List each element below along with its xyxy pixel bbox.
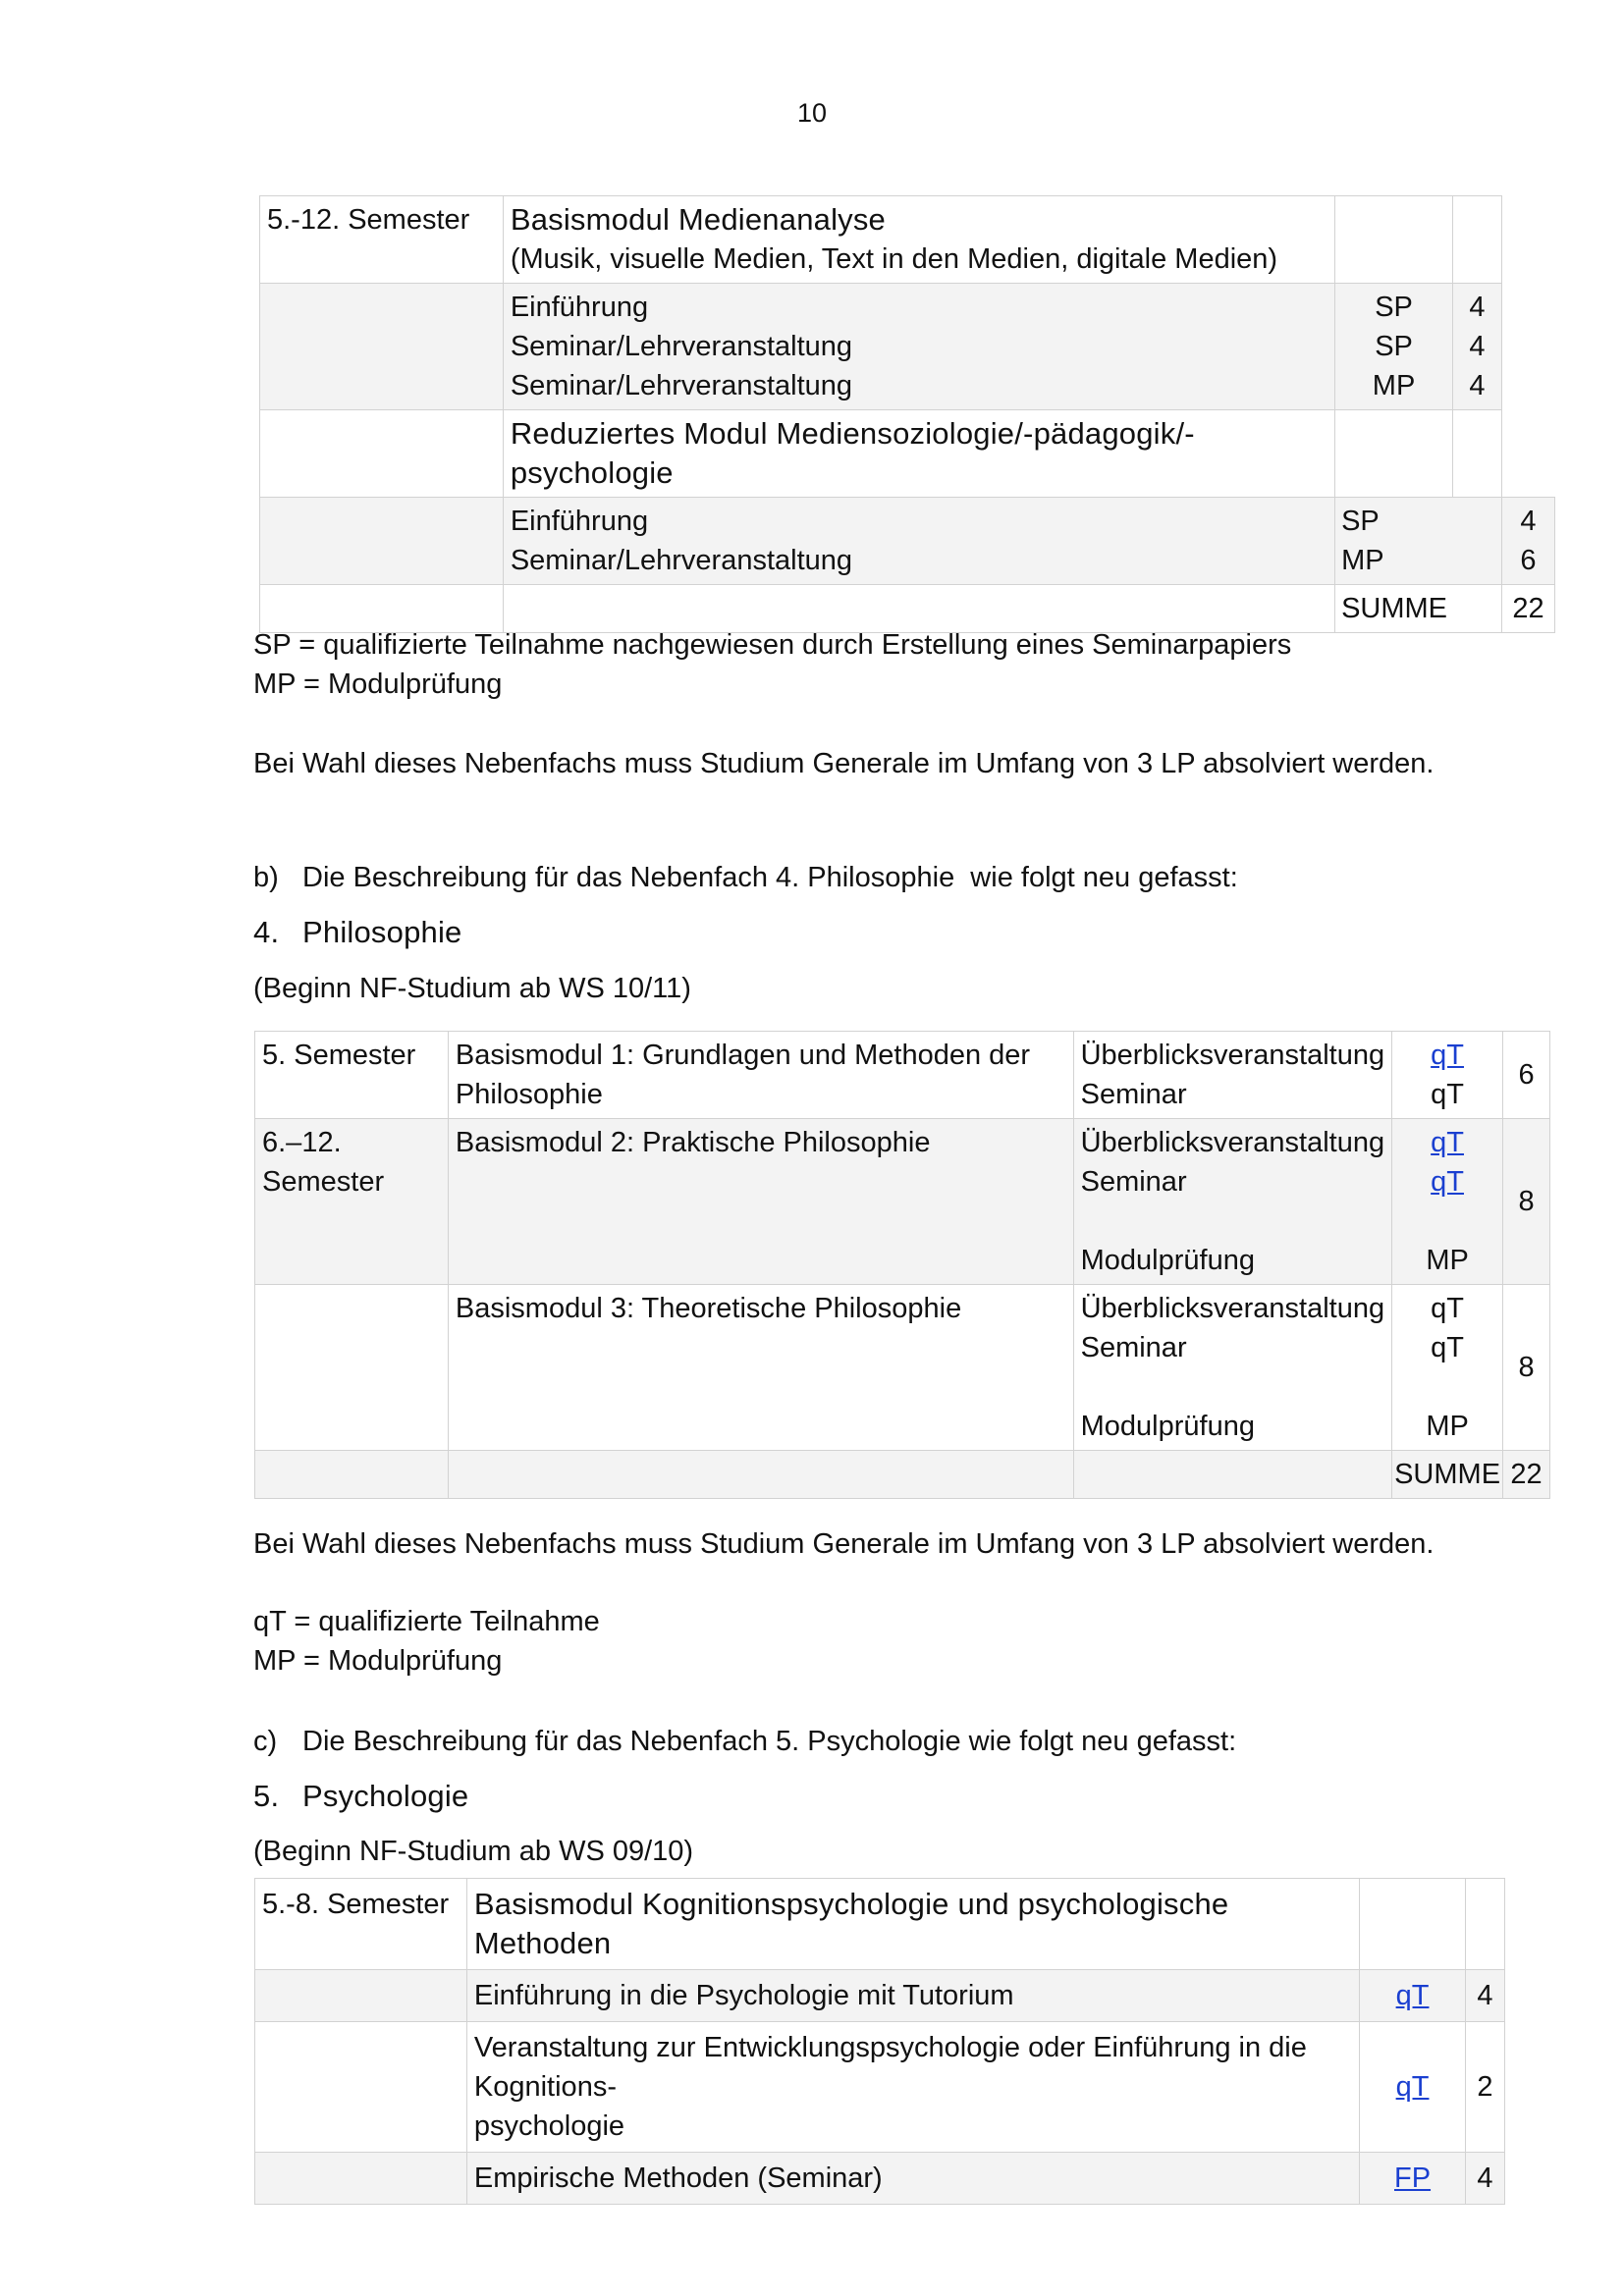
empty-cell — [255, 2153, 467, 2205]
points-value: 4 — [1520, 506, 1537, 537]
event-cell — [466, 2022, 1359, 2153]
table-row — [255, 1285, 1550, 1451]
table-row — [260, 196, 1555, 284]
empty-cell — [255, 1970, 467, 2022]
heading-text: Philosophie — [302, 915, 462, 949]
table-row — [255, 1879, 1505, 1970]
points-cell — [1501, 498, 1554, 585]
type-cell — [1360, 1970, 1466, 2022]
begin-note: (Beginn NF-Studium ab WS 09/10) — [253, 1836, 694, 1867]
type-link[interactable]: qT — [1395, 2071, 1430, 2103]
legend-qt: qT = qualifizierte Teilnahme — [253, 1606, 600, 1637]
empty-cell — [1073, 1451, 1391, 1499]
empty-cell — [255, 2022, 467, 2153]
type-link[interactable]: qT — [1431, 1040, 1464, 1071]
type-code: SP — [1375, 331, 1413, 362]
table-row — [255, 2153, 1505, 2205]
semester-cell: 6.–12. Semester — [255, 1119, 449, 1285]
event-item: Überblicksveranstaltung — [1080, 1127, 1385, 1158]
sum-value: 22 — [1501, 585, 1554, 633]
event-item: Überblicksveranstaltung — [1080, 1293, 1385, 1324]
empty-cell — [448, 1451, 1073, 1499]
philosophy-table — [254, 1031, 1550, 1499]
events-cell — [503, 498, 1334, 585]
table-row — [255, 1119, 1550, 1285]
module-cell: Basismodul 2: Praktische Philosophie — [448, 1119, 1073, 1285]
page-number: 10 — [796, 98, 828, 128]
type-code: SP — [1375, 292, 1413, 323]
empty-cell — [1501, 284, 1554, 410]
table-row — [255, 1032, 1550, 1119]
legend-mp: MP = Modulprüfung — [253, 668, 503, 700]
points-cell: 8 — [1503, 1119, 1550, 1285]
type-cell — [1335, 284, 1453, 410]
empty-cell — [260, 410, 504, 498]
semester-cell: 5.-12. Semester — [260, 196, 504, 284]
section-letter: c) — [253, 1726, 278, 1757]
section-text: Die Beschreibung für das Nebenfach 4. Philosophie wie folgt neu gefasst: — [302, 862, 1238, 893]
table-row — [255, 1451, 1550, 1499]
type-code: qT — [1431, 1079, 1464, 1110]
module-subtitle: (Musik, visuelle Medien, Text in den Medien, digitale Medien) — [510, 243, 1278, 275]
event-item: Seminar/Lehrveranstaltung — [510, 370, 853, 401]
module-title: Basismodul Medienanalyse — [510, 202, 887, 237]
type-link[interactable]: FP — [1394, 2163, 1432, 2194]
section-c-heading — [253, 1722, 1237, 1761]
empty-cell — [1501, 196, 1554, 284]
points-cell: 6 — [1503, 1032, 1550, 1119]
empty-cell — [1501, 410, 1554, 498]
heading-text: Psychologie — [302, 1779, 469, 1813]
begin-note: (Beginn NF-Studium ab WS 10/11) — [253, 973, 691, 1004]
type-code: MP — [1341, 545, 1384, 576]
empty-cell — [1335, 196, 1453, 284]
heading-number: 4. — [253, 915, 280, 949]
studium-generale-note: Bei Wahl dieses Nebenfachs muss Studium Generale im Umfang von 3 LP absolviert werden. — [253, 1528, 1435, 1560]
type-code: qT — [1431, 1293, 1464, 1324]
sum-label: SUMME — [1335, 585, 1502, 633]
points-cell: 8 — [1503, 1285, 1550, 1451]
table-row — [255, 1970, 1505, 2022]
table-row — [260, 284, 1555, 410]
studium-generale-note: Bei Wahl dieses Nebenfachs muss Studium Generale im Umfang von 3 LP absolviert werden. — [253, 748, 1435, 779]
empty-cell — [1465, 1879, 1504, 1970]
media-module-table — [259, 195, 1555, 633]
type-code: qT — [1431, 1332, 1464, 1363]
sum-value: 22 — [1503, 1451, 1550, 1499]
empty-cell — [260, 284, 504, 410]
event-item: Modulprüfung — [1080, 1245, 1255, 1276]
event-item: Einführung — [510, 292, 649, 323]
event-item: Seminar/Lehrveranstaltung — [510, 545, 853, 576]
points-cell: 4 — [1465, 2153, 1504, 2205]
empty-cell — [255, 1451, 449, 1499]
points-value: 4 — [1469, 370, 1486, 401]
section-text: Die Beschreibung für das Nebenfach 5. Psychologie wie folgt neu gefasst: — [302, 1726, 1237, 1757]
type-cell — [1392, 1285, 1503, 1451]
semester-cell — [255, 1285, 449, 1451]
type-link[interactable]: qT — [1395, 1980, 1430, 2011]
type-cell — [1392, 1119, 1503, 1285]
event-line: psychologie — [473, 2110, 625, 2142]
event-item: Seminar — [1080, 1166, 1187, 1198]
points-value: 6 — [1520, 545, 1537, 576]
empty-cell — [260, 498, 504, 585]
table-row — [260, 410, 1555, 498]
type-cell — [1335, 498, 1502, 585]
semester-cell: 5.-8. Semester — [255, 1879, 467, 1970]
sum-label: SUMME — [1392, 1451, 1503, 1499]
event-item: Seminar — [1080, 1332, 1187, 1363]
table-row — [260, 498, 1555, 585]
event-item: Modulprüfung — [1080, 1411, 1255, 1442]
module-cell: Basismodul 3: Theoretische Philosophie — [448, 1285, 1073, 1451]
event-cell: Einführung in die Psychologie mit Tutorium — [466, 1970, 1359, 2022]
section-letter: b) — [253, 862, 279, 893]
legend-mp: MP = Modulprüfung — [253, 1645, 503, 1677]
section-b-heading — [253, 858, 1238, 897]
points-cell — [1453, 284, 1502, 410]
empty-cell — [1335, 410, 1453, 498]
type-code: SP — [1341, 506, 1380, 537]
event-line: Veranstaltung zur Entwicklungspsychologie oder Einführung in die Kognitions- — [473, 2032, 1307, 2103]
events-cell — [503, 284, 1334, 410]
table-row — [255, 2022, 1505, 2153]
events-cell — [1073, 1032, 1391, 1119]
module-cell: Basismodul 1: Grundlagen und Methoden der Philosophie — [448, 1032, 1073, 1119]
points-cell: 4 — [1465, 1970, 1504, 2022]
psychology-heading — [253, 1777, 469, 1816]
module-title: Reduziertes Modul Mediensoziologie/-pädagogik/-psychologie — [503, 410, 1334, 498]
event-item: Seminar/Lehrveranstaltung — [510, 331, 853, 362]
type-code: MP — [1426, 1245, 1469, 1276]
module-title-cell — [503, 196, 1334, 284]
heading-number: 5. — [253, 1779, 280, 1813]
events-cell — [1073, 1119, 1391, 1285]
type-cell — [1360, 2153, 1466, 2205]
psychology-table — [254, 1878, 1505, 2205]
legend-sp: SP = qualifizierte Teilnahme nachgewiesen durch Erstellung eines Seminarpapiers — [253, 629, 1292, 661]
points-value: 4 — [1469, 331, 1486, 362]
semester-cell: 5. Semester — [255, 1032, 449, 1119]
points-value: 4 — [1469, 292, 1486, 323]
events-cell — [1073, 1285, 1391, 1451]
empty-cell — [1453, 196, 1502, 284]
event-item: Seminar — [1080, 1079, 1187, 1110]
empty-cell — [1360, 1879, 1466, 1970]
type-link[interactable]: qT — [1431, 1166, 1464, 1198]
type-cell — [1360, 2022, 1466, 2153]
type-code: MP — [1426, 1411, 1469, 1442]
event-item: Überblicksveranstaltung — [1080, 1040, 1385, 1071]
type-code: MP — [1372, 370, 1416, 401]
points-cell: 2 — [1465, 2022, 1504, 2153]
event-item: Einführung — [510, 506, 649, 537]
philosophy-heading — [253, 913, 462, 952]
event-cell: Empirische Methoden (Seminar) — [466, 2153, 1359, 2205]
type-cell — [1392, 1032, 1503, 1119]
empty-cell — [1453, 410, 1502, 498]
type-link[interactable]: qT — [1431, 1127, 1464, 1158]
module-title: Basismodul Kognitionspsychologie und psychologische Methoden — [466, 1879, 1359, 1970]
